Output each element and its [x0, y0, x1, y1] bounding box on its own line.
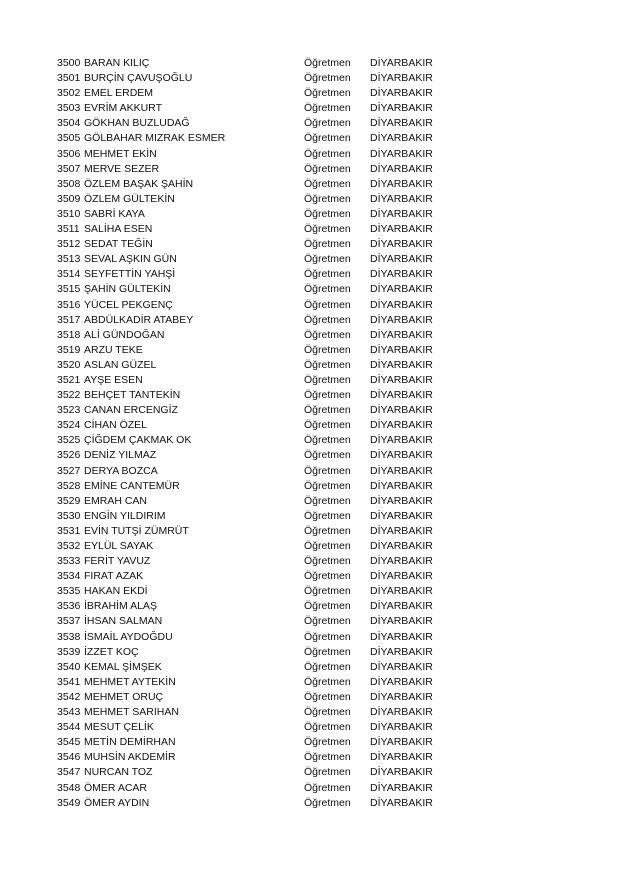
record-name: MERVE SEZER	[84, 162, 160, 175]
record-row	[57, 282, 457, 297]
record-city: DİYARBAKIR	[370, 313, 433, 326]
record-role: Öğretmen	[304, 690, 351, 703]
record-name: SEDAT TEĞİN	[84, 238, 153, 251]
record-role: Öğretmen	[304, 585, 351, 598]
record-row	[57, 131, 457, 146]
record-city: DİYARBAKIR	[370, 162, 433, 175]
record-city: DİYARBAKIR	[370, 253, 433, 266]
record-row	[57, 705, 457, 720]
record-name: ASLAN GÜZEL	[84, 358, 157, 371]
record-number: 3532	[57, 540, 81, 552]
record-row	[57, 509, 457, 524]
record-role: Öğretmen	[304, 615, 351, 628]
record-number: 3540	[57, 660, 81, 673]
record-row	[57, 479, 457, 494]
record-role: Öğretmen	[304, 358, 351, 371]
record-name: SEYFETTİN YAHŞİ	[84, 268, 176, 281]
record-number: 3536	[57, 600, 81, 613]
record-name: GÖKHAN BUZLUDAĞ	[84, 117, 190, 130]
record-name: EMEL ERDEM	[84, 87, 154, 100]
record-name: BEHÇET TANTEKİN	[84, 389, 181, 402]
record-row	[57, 690, 457, 705]
record-row	[57, 675, 457, 690]
record-row	[57, 554, 457, 569]
record-city: DİYARBAKIR	[370, 147, 433, 160]
record-row	[57, 524, 457, 539]
record-name: ÖMER AYDIN	[84, 796, 150, 809]
record-role: Öğretmen	[304, 675, 351, 688]
record-number: 3507	[57, 162, 81, 175]
record-role: Öğretmen	[304, 147, 351, 160]
record-city: DİYARBAKIR	[370, 238, 433, 251]
record-number: 3501	[57, 72, 81, 85]
record-number: 3527	[57, 464, 81, 477]
record-name: MUHSİN AKDEMİR	[84, 751, 176, 764]
record-row	[57, 192, 457, 207]
record-row	[57, 630, 457, 645]
record-name: FERİT YAVUZ	[84, 555, 151, 568]
record-name: ÖZLEM GÜLTEKİN	[84, 192, 175, 205]
record-city: DİYARBAKIR	[370, 404, 433, 417]
record-row	[57, 101, 457, 116]
record-number: 3516	[57, 298, 81, 311]
record-city: DİYARBAKIR	[370, 328, 433, 341]
record-number: 3548	[57, 781, 81, 794]
record-city: DİYARBAKIR	[370, 494, 433, 507]
record-number: 3521	[57, 373, 81, 386]
record-name: DENİZ YILMAZ	[84, 449, 157, 462]
record-row	[57, 464, 457, 479]
record-role: Öğretmen	[304, 464, 351, 477]
record-role: Öğretmen	[304, 57, 351, 69]
record-row	[57, 313, 457, 328]
record-number: 3534	[57, 570, 81, 583]
record-city: DİYARBAKIR	[370, 343, 433, 356]
record-city: DİYARBAKIR	[370, 434, 433, 447]
record-city: DİYARBAKIR	[370, 524, 433, 537]
record-role: Öğretmen	[304, 313, 351, 326]
record-row	[57, 237, 457, 252]
record-number: 3547	[57, 766, 81, 779]
record-number: 3511	[57, 223, 80, 236]
record-number: 3506	[57, 147, 81, 160]
record-row	[57, 252, 457, 267]
record-number: 3525	[57, 434, 81, 447]
record-number: 3544	[57, 721, 81, 734]
record-name: İHSAN SALMAN	[84, 615, 163, 628]
record-name: EMRAH CAN	[84, 494, 148, 507]
record-role: Öğretmen	[304, 766, 351, 779]
record-row	[57, 373, 457, 388]
record-name: MEHMET SARIHAN	[84, 706, 179, 719]
record-city: DİYARBAKIR	[370, 721, 433, 734]
record-number: 3523	[57, 404, 81, 417]
record-number: 3531	[57, 524, 81, 537]
record-role: Öğretmen	[304, 132, 351, 145]
record-role: Öğretmen	[304, 102, 351, 115]
record-row	[57, 328, 457, 343]
record-city: DİYARBAKIR	[370, 479, 433, 492]
record-number: 3524	[57, 419, 81, 432]
record-role: Öğretmen	[304, 524, 351, 537]
record-role: Öğretmen	[304, 72, 351, 85]
record-name: İBRAHİM ALAŞ	[84, 600, 157, 613]
record-row	[57, 403, 457, 418]
record-number: 3517	[57, 313, 81, 326]
record-role: Öğretmen	[304, 449, 351, 462]
record-name: DERYA BOZCA	[84, 464, 158, 477]
record-row	[57, 735, 457, 750]
record-number: 3530	[57, 509, 81, 522]
record-row	[57, 177, 457, 192]
record-name: SALİHA ESEN	[84, 223, 153, 236]
record-role: Öğretmen	[304, 509, 351, 522]
record-city: DİYARBAKIR	[370, 645, 433, 658]
record-city: DİYARBAKIR	[370, 298, 433, 311]
record-number: 3545	[57, 736, 81, 749]
record-name: CANAN ERCENGİZ	[84, 404, 178, 417]
record-city: DİYARBAKIR	[370, 585, 433, 598]
record-name: AYŞE ESEN	[84, 373, 143, 386]
record-row	[57, 358, 457, 373]
record-row	[57, 147, 457, 162]
record-role: Öğretmen	[304, 781, 351, 794]
record-number: 3519	[57, 343, 81, 356]
record-row	[57, 418, 457, 433]
record-role: Öğretmen	[304, 645, 351, 658]
record-city: DİYARBAKIR	[370, 706, 433, 719]
record-city: DİYARBAKIR	[370, 177, 433, 190]
record-role: Öğretmen	[304, 706, 351, 719]
record-name: FIRAT AZAK	[84, 570, 144, 583]
record-role: Öğretmen	[304, 555, 351, 568]
record-name: MEHMET EKİN	[84, 147, 157, 160]
record-number: 3500	[57, 57, 81, 69]
record-name: GÖLBAHAR MIZRAK ESMER	[84, 132, 226, 145]
record-city: DİYARBAKIR	[370, 389, 433, 402]
record-city: DİYARBAKIR	[370, 132, 433, 145]
record-name: İSMAİL AYDOĞDU	[84, 630, 173, 643]
record-name: SEVAL AŞKIN GÜN	[84, 253, 177, 266]
record-role: Öğretmen	[304, 404, 351, 417]
record-name: EVRİM AKKURT	[84, 102, 162, 115]
record-row	[57, 750, 457, 765]
record-number: 3537	[57, 615, 81, 628]
record-name: ABDÜLKADİR ATABEY	[84, 313, 194, 326]
record-row	[57, 569, 457, 584]
record-number: 3538	[57, 630, 81, 643]
record-city: DİYARBAKIR	[370, 192, 433, 205]
record-role: Öğretmen	[304, 540, 351, 552]
record-name: EMİNE CANTEMÜR	[84, 479, 180, 492]
record-role: Öğretmen	[304, 253, 351, 266]
record-name: EVİN TUTŞİ ZÜMRÜT	[84, 524, 189, 537]
record-name: MESUT ÇELİK	[84, 721, 154, 734]
record-name: MEHMET ORUÇ	[84, 690, 164, 703]
record-role: Öğretmen	[304, 283, 351, 296]
record-name: ŞAHİN GÜLTEKİN	[84, 283, 171, 296]
record-number: 3546	[57, 751, 81, 764]
record-number: 3504	[57, 117, 81, 130]
record-number: 3518	[57, 328, 81, 341]
record-number: 3509	[57, 192, 81, 205]
record-role: Öğretmen	[304, 298, 351, 311]
record-name: ARZU TEKE	[84, 343, 143, 356]
record-number: 3549	[57, 796, 81, 809]
record-city: DİYARBAKIR	[370, 540, 433, 552]
record-role: Öğretmen	[304, 268, 351, 281]
record-number: 3512	[57, 238, 81, 251]
record-city: DİYARBAKIR	[370, 102, 433, 115]
record-city: DİYARBAKIR	[370, 509, 433, 522]
record-role: Öğretmen	[304, 570, 351, 583]
record-role: Öğretmen	[304, 600, 351, 613]
record-number: 3543	[57, 706, 81, 719]
record-name: EYLÜL SAYAK	[84, 540, 154, 552]
record-role: Öğretmen	[304, 630, 351, 643]
record-city: DİYARBAKIR	[370, 600, 433, 613]
record-city: DİYARBAKIR	[370, 207, 433, 220]
record-role: Öğretmen	[304, 434, 351, 447]
record-city: DİYARBAKIR	[370, 736, 433, 749]
record-number: 3542	[57, 690, 81, 703]
record-name: METİN DEMİRHAN	[84, 736, 176, 749]
record-name: BARAN KILIÇ	[84, 57, 150, 69]
record-number: 3520	[57, 358, 81, 371]
record-city: DİYARBAKIR	[370, 630, 433, 643]
record-row	[57, 343, 457, 358]
record-name: BURÇİN ÇAVUŞOĞLU	[84, 72, 193, 85]
record-row	[57, 267, 457, 282]
record-city: DİYARBAKIR	[370, 57, 433, 69]
record-role: Öğretmen	[304, 494, 351, 507]
record-row	[57, 448, 457, 463]
record-number: 3505	[57, 132, 81, 145]
record-role: Öğretmen	[304, 177, 351, 190]
record-city: DİYARBAKIR	[370, 419, 433, 432]
record-row	[57, 584, 457, 599]
record-city: DİYARBAKIR	[370, 373, 433, 386]
record-name: SABRİ KAYA	[84, 207, 145, 220]
record-city: DİYARBAKIR	[370, 358, 433, 371]
record-number: 3526	[57, 449, 81, 462]
record-city: DİYARBAKIR	[370, 781, 433, 794]
record-role: Öğretmen	[304, 238, 351, 251]
record-row	[57, 765, 457, 780]
record-row	[57, 162, 457, 177]
record-list	[57, 56, 457, 811]
record-city: DİYARBAKIR	[370, 751, 433, 764]
record-number: 3529	[57, 494, 81, 507]
record-row	[57, 207, 457, 222]
record-number: 3515	[57, 283, 81, 296]
record-row	[57, 56, 457, 71]
record-number: 3508	[57, 177, 81, 190]
record-role: Öğretmen	[304, 419, 351, 432]
record-name: İZZET KOÇ	[84, 645, 139, 658]
record-name: ALİ GÜNDOĞAN	[84, 328, 165, 341]
record-role: Öğretmen	[304, 736, 351, 749]
record-role: Öğretmen	[304, 660, 351, 673]
record-name: MEHMET AYTEKİN	[84, 675, 176, 688]
record-city: DİYARBAKIR	[370, 690, 433, 703]
record-role: Öğretmen	[304, 796, 351, 809]
record-row	[57, 222, 457, 237]
record-role: Öğretmen	[304, 87, 351, 100]
record-role: Öğretmen	[304, 479, 351, 492]
record-city: DİYARBAKIR	[370, 449, 433, 462]
record-number: 3510	[57, 207, 81, 220]
record-role: Öğretmen	[304, 751, 351, 764]
record-name: ÇİĞDEM ÇAKMAK OK	[84, 434, 192, 447]
record-role: Öğretmen	[304, 389, 351, 402]
record-row	[57, 614, 457, 629]
record-name: NURCAN TOZ	[84, 766, 153, 779]
record-role: Öğretmen	[304, 117, 351, 130]
record-name: ÖZLEM BAŞAK ŞAHİN	[84, 177, 194, 190]
record-number: 3539	[57, 645, 81, 658]
record-row	[57, 494, 457, 509]
record-city: DİYARBAKIR	[370, 570, 433, 583]
record-role: Öğretmen	[304, 343, 351, 356]
record-row	[57, 298, 457, 313]
record-city: DİYARBAKIR	[370, 675, 433, 688]
record-row	[57, 660, 457, 675]
record-role: Öğretmen	[304, 207, 351, 220]
record-city: DİYARBAKIR	[370, 555, 433, 568]
record-name: CİHAN ÖZEL	[84, 419, 148, 432]
record-name: HAKAN EKDİ	[84, 585, 148, 598]
record-number: 3514	[57, 268, 81, 281]
record-row	[57, 781, 457, 796]
record-city: DİYARBAKIR	[370, 87, 433, 100]
record-row	[57, 116, 457, 131]
record-number: 3502	[57, 87, 81, 100]
record-role: Öğretmen	[304, 721, 351, 734]
record-number: 3513	[57, 253, 81, 266]
record-city: DİYARBAKIR	[370, 464, 433, 477]
record-row	[57, 86, 457, 101]
record-row	[57, 720, 457, 735]
record-number: 3503	[57, 102, 81, 115]
record-row	[57, 796, 457, 811]
record-row	[57, 433, 457, 448]
record-number: 3535	[57, 585, 81, 598]
record-city: DİYARBAKIR	[370, 660, 433, 673]
record-role: Öğretmen	[304, 192, 351, 205]
record-role: Öğretmen	[304, 328, 351, 341]
record-name: ENGİN YILDIRIM	[84, 509, 166, 522]
record-number: 3541	[57, 675, 81, 688]
record-city: DİYARBAKIR	[370, 72, 433, 85]
record-number: 3528	[57, 479, 81, 492]
record-city: DİYARBAKIR	[370, 766, 433, 779]
record-city: DİYARBAKIR	[370, 268, 433, 281]
record-row	[57, 645, 457, 660]
record-name: KEMAL ŞİMŞEK	[84, 660, 162, 673]
record-city: DİYARBAKIR	[370, 223, 433, 236]
record-role: Öğretmen	[304, 373, 351, 386]
record-city: DİYARBAKIR	[370, 615, 433, 628]
record-role: Öğretmen	[304, 223, 351, 236]
record-name: ÖMER ACAR	[84, 781, 148, 794]
record-number: 3533	[57, 555, 81, 568]
record-role: Öğretmen	[304, 162, 351, 175]
record-row	[57, 599, 457, 614]
record-city: DİYARBAKIR	[370, 283, 433, 296]
record-name: YÜCEL PEKGENÇ	[84, 298, 173, 311]
record-row	[57, 539, 457, 554]
record-number: 3522	[57, 389, 81, 402]
record-row	[57, 388, 457, 403]
record-city: DİYARBAKIR	[370, 796, 433, 809]
record-city: DİYARBAKIR	[370, 117, 433, 130]
record-row	[57, 71, 457, 86]
